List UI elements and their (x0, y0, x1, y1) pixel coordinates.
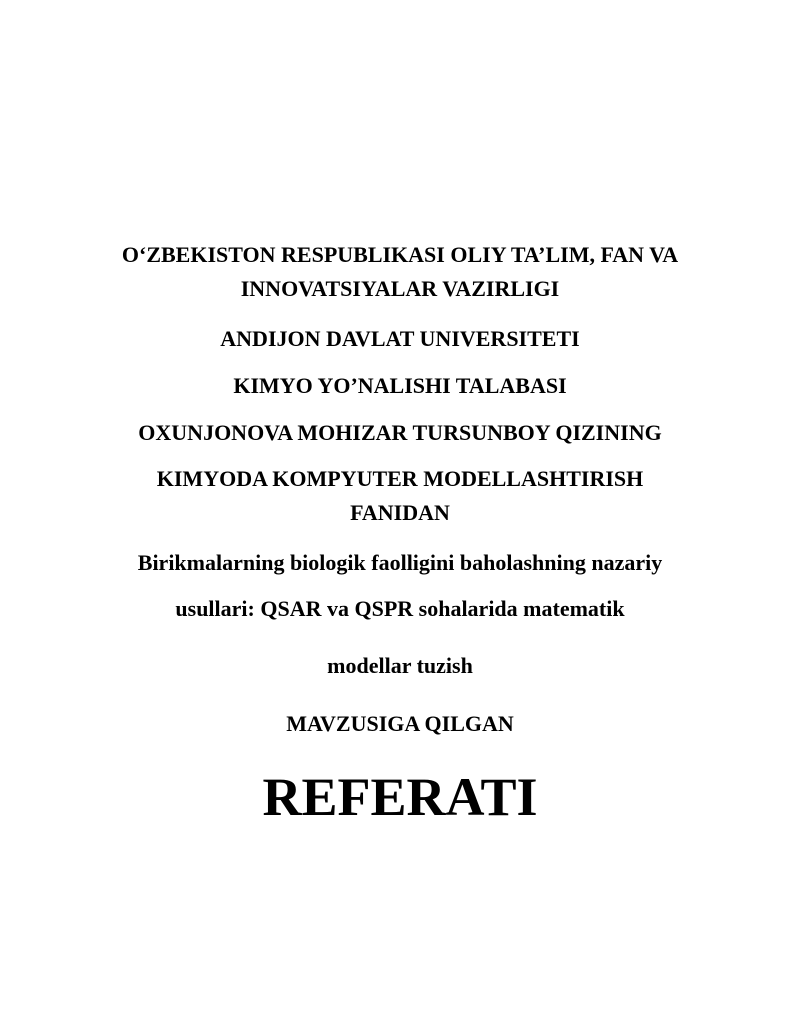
subject-line-1: KIMYODA KOMPYUTER MODELLASHTIRISH (156, 466, 644, 491)
topic-line-3: modellar tuzish (327, 653, 473, 678)
subject-line-2: FANIDAN (350, 500, 450, 525)
ministry-line-1: O‘ZBEKISTON RESPUBLIKASI OLIY TA’LIM, FAN VA (121, 242, 679, 267)
ministry-heading (40, 238, 760, 306)
document-type-title: REFERATI (262, 767, 538, 827)
student-name: OXUNJONOVA MOHIZAR TURSUNBOY QIZINING (138, 420, 662, 445)
topic-line-2: usullari: QSAR va QSPR sohalarida matematik (175, 596, 625, 621)
university-name: ANDIJON DAVLAT UNIVERSITETI (220, 326, 580, 351)
study-direction: KIMYO YO’NALISHI TALABASI (233, 373, 567, 398)
topic-line-1: Birikmalarning biologik faolligini baholashning nazariy (137, 550, 663, 575)
subject-heading (40, 462, 760, 530)
topic-suffix: MAVZUSIGA QILGAN (286, 711, 514, 736)
ministry-line-2: INNOVATSIYALAR VAZIRLIGI (240, 276, 560, 301)
